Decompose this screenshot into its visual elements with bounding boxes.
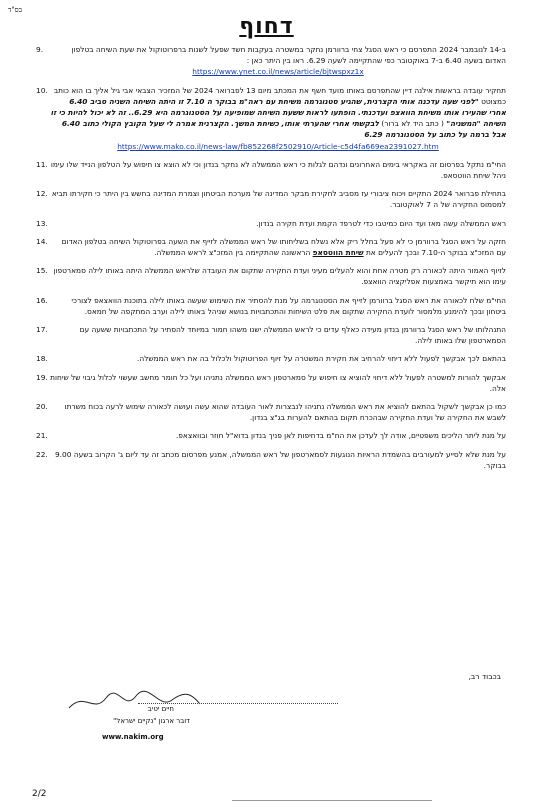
item-text: על מנת ליתר הליכים משפטיים, אודה לך לעדכן את הח"מ בדחיפות לאן פניך בנדון בדוא"ל חוזר ובוואצאפ. [175,431,506,441]
list-item-19 [36,372,506,394]
list-item-21 [36,430,506,441]
item-text: ב-14 לנובמבר 2024 התפרסם כי ראש הסגל צחי ברוורמן נחקר במשטרה בעקבות חשד שפעל לשנות ברפרוטוקול את שעת השיחה בטלפון האדום בשעה 6.40 ב-7 באוקטובר כפי שהתקיימה לשעה 6.29. ראו בין היתר כאן : [71,45,506,66]
page-title: דחוף [239,14,294,39]
item-number: 21. [36,431,48,441]
organization-website[interactable]: www.nakim.org [102,733,164,741]
item-text: אבקשך להורות למשטרה לפעול ללא דיחוי להוציא צו חיפוש על סמארטפון ראש הממשלה נתניהו ועל כל חומר מחשב שעשוי לכלול גיבוי של שיחות אלה. [50,372,506,393]
signer-name: חיים יטיב [147,705,174,713]
mako-link[interactable]: https://www.mako.co.il/news-law/fb852268f2502910/Article-c5d4fa669ea2391027.htm [117,141,439,151]
ynet-link[interactable]: https://www.ynet.co.il/news/article/bjtwspxz1x [192,67,364,77]
item-text: כמו כן אבקשך לשקול בהתאם להוציא את ראש הממשלה נתניהו לנבצרות לאור העובדה שהוא עשה ועושה לכאורה שימוש לרעה בכוח משרתו לשבש את החקירה של ועדת החקירה שבהכרח תקום בהתאם להערות בג"צ בנדון. [64,402,506,423]
item-text: תחקיר עובדה בראשות אילנה דיין שהתפרסם באותו מועד חשף את המכתב מיום 13 לפברואר 2024 של המזכיר הצבאי אבי גיל אליך בו הוא כותב כמצוטט [53,85,506,106]
item-text: לזיוף האמור היתה לכאורה רק מטרה אחת והוא להעלים מעיני ועדת החקירה שתקום את העובדה שלראש הממשלה היתה באותו לילה סמארטפון עימו הוא תיקשר באמצעות אפליקציה הוואצפ. [53,266,506,287]
item-number: 9. [36,45,44,54]
item-text-note: ( כתב היד לא ברור) [381,119,444,129]
list-item-17 [36,324,506,346]
list-item-22 [36,449,506,471]
item-text: החי"מ נתקל בפרסום זה באקראי בימים האחרונים ונדהם לגלות כי ראש הממשלה לא נחקר בנדון וכי לא הוצא צו חיפוש על הטלפון הנייד שלו עימו ניהל שיחת הווטסאפ. [50,159,506,181]
quoted-letter-text-continued: לבקשתי אחרי שהערתי אותו, כשיחת המשך. הקצרנית אמרה לי שעל הקובץ הקולי כתוב 6.40 אבל ברמה על כתוב על הסטנוגרמה 6.29 [61,119,506,140]
page-number: 2/2 [32,789,47,799]
signature-line [138,703,338,704]
item-number: 17. [36,325,48,335]
item-text: התנהלותו של ראש הסגל ברוורמן בנדון מעידה כאלף עדים כי לראש הממשלה ישנו משהו חמור במיוחד להסתיר על התכתבויות ששעה עם הסמארטפון שלו באותו לילה. [79,325,506,346]
item-number: 12. [36,189,48,199]
closing-line: בכבוד רב, [468,672,501,681]
whatsapp-call-emphasis: שיחת הווטסאפ [312,248,364,258]
quoted-letter-text: "לפני שעה עדכנה אותי הקצרנית, שהגיע סטנוגרמה משיחת עם ראה"מ בבוקר ה 7.10 זו היתה השיחה השניה סביב 6.40 אחרי שהעירו אותו משיחת הוואצפ ועדכנתי. הופתעו לראות ששעת השיחה שמופיעה על הסטנוגרמה היא 6.29.. זה לא יכול להיות כי זו השיחה "המשניה" [50,96,506,129]
item-text: החי"מ שלח לכאורה את ראש הסגל ברוורמן לזייף את הסטנוגרמה על מנת להסתיר את השימוש שעשה באותו לילה בתוכנת הוואצאפ לצורכי ביטחון ובכך להימנע מלמסור לועדת החקירה שתקום את פלט השיחות והתכתבויות בנושא שניהל באותו לילה וערב המתקפה של חמאס. [71,295,506,316]
list-item-14 [36,236,506,258]
item-text: בהתאם לכך אבקשך לפעול ללא דיחוי להרחיב את חקירת המשטרה על זיוף הפרוטוקול ולכלול בה את ראש הממשלה. [137,354,506,364]
list-item-18 [36,353,506,364]
list-item-20 [36,401,506,423]
item-number: 19. [36,372,48,382]
item-number: 16. [36,295,48,305]
bsd-header: בס"ד [8,6,22,14]
list-item-15 [36,265,506,287]
item-text: ראש הממשלה עשה מאז ועד היום כמיטבו כדי לטרפד הקמת ועדת חקירה בנדון. [256,218,506,228]
list-item-12 [36,188,506,210]
item-text: בתחילת פברואר 2024 התקיים ויכוח ציבורי עז מסביב לחקירת מבקר המדינה של מערכת הביטחון וצמרת המדינה בחשש בין היתר כי חקירתו תביא למסמוס החקירה של ה 7 לאוקטובר. [51,189,506,210]
item-number: 10. [36,85,48,95]
item-text: חזקה על ראש הסגל ברוורמן כי לא פעל בחלל ריק אלא נשלח בשליחותו של ראש הממשלה לזייף את השעה בפרוטוקול השיחה בטלפון האדום עם המזכ"צ בבוקר ה-7.10 ובכך להעלים את [61,236,506,258]
signer-role: דובר ארגון "נקיים ישראל" [113,717,190,725]
item-text: על מנת שלא לסייע למעורבים בהשמדת הראיות הנוגעות לסמארטפון של ראש הממשלה, אמנע מפרסום מכתב זה עד ליום ג' הקרוב בשעה 9.00 בבוקר. [54,449,506,470]
item-number: 22. [36,449,48,459]
letter-body [36,44,506,478]
item-number: 11. [36,159,48,169]
list-item-16 [36,295,506,317]
item-number: 13. [36,218,48,228]
list-item-13 [36,218,506,229]
item-text-continued: הראשונה שהתקיימה בין המזכ"צ לראש הממשלה. [154,248,311,258]
item-number: 14. [36,236,48,246]
item-number: 20. [36,402,48,412]
item-number: 15. [36,266,48,276]
item-number: 18. [36,354,48,364]
list-item-10 [36,85,506,152]
list-item-11 [36,159,506,181]
list-item-9 [36,44,506,78]
